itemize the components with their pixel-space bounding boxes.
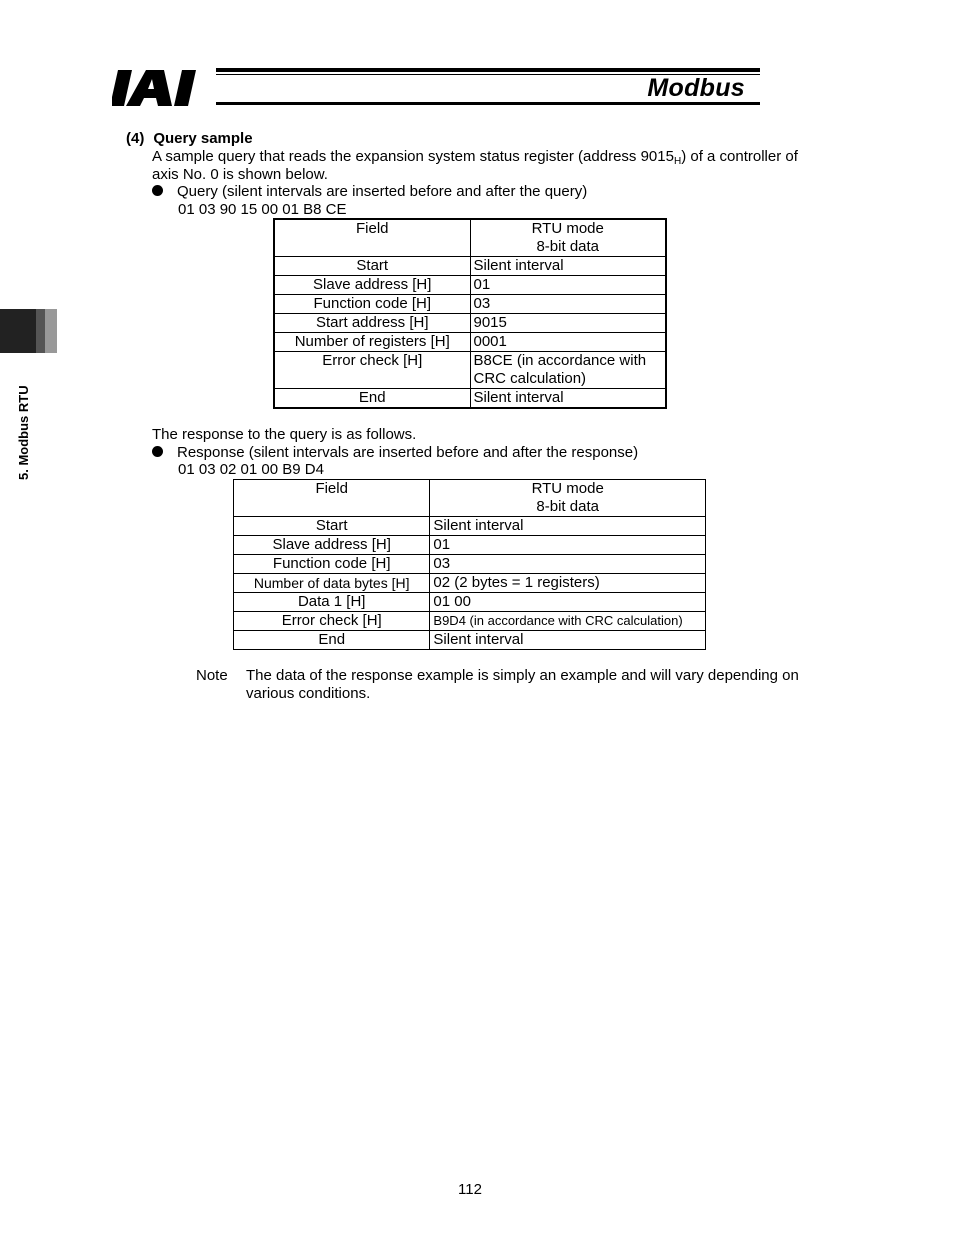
section-number: (4) [126, 130, 145, 147]
field-cell: Start [274, 257, 470, 276]
value-cell: 9015 [470, 314, 666, 333]
response-bullet-item [152, 444, 638, 462]
header-field: Field [274, 219, 470, 257]
query-bullet-text: Query (silent intervals are inserted before and after the query) [177, 183, 588, 200]
field-cell: End [234, 631, 430, 650]
section-heading [126, 130, 253, 147]
table-row [234, 593, 706, 612]
response-bytes: 01 03 02 01 00 B9 D4 [178, 461, 324, 478]
table-header-row [274, 219, 666, 257]
field-cell: Number of data bytes [H] [234, 574, 430, 593]
section-intro [152, 148, 832, 184]
bullet-icon [152, 446, 163, 457]
table-row [274, 333, 666, 352]
value-cell: 01 [430, 536, 706, 555]
field-cell: End [274, 389, 470, 409]
value-cell: Silent interval [430, 631, 706, 650]
page-number: 112 [458, 1181, 482, 1198]
value-cell: B8CE (in accordance with CRC calculation) [470, 352, 666, 389]
value-cell: Silent interval [430, 517, 706, 536]
field-cell: Error check [H] [234, 612, 430, 631]
table-row [234, 555, 706, 574]
value-cell: B9D4 (in accordance with CRC calculation) [430, 612, 706, 631]
chapter-side-label: 5. Modbus RTU [16, 385, 31, 480]
chapter-tab-dark [0, 309, 36, 353]
field-cell: Function code [H] [234, 555, 430, 574]
table-row [234, 517, 706, 536]
header-mode: RTU mode 8-bit data [430, 480, 706, 517]
intro-text-b: ) of a controller of [681, 148, 798, 165]
response-table [233, 479, 706, 650]
field-cell: Number of registers [H] [274, 333, 470, 352]
header-mode: RTU mode 8-bit data [470, 219, 666, 257]
field-cell: Start address [H] [274, 314, 470, 333]
query-bullet-item [152, 183, 587, 201]
value-cell: 03 [470, 295, 666, 314]
field-cell: Slave address [H] [234, 536, 430, 555]
table-row [274, 314, 666, 333]
chapter-tab-mid [36, 309, 45, 353]
value-cell: 01 00 [430, 593, 706, 612]
header-rule-top [216, 68, 760, 72]
field-cell: Slave address [H] [274, 276, 470, 295]
response-lead: The response to the query is as follows. [152, 426, 417, 443]
field-cell: Data 1 [H] [234, 593, 430, 612]
intro-text-a: A sample query that reads the expansion system status register (address 9015 [152, 148, 674, 165]
bullet-icon [152, 185, 163, 196]
header-field: Field [234, 480, 430, 517]
field-cell: Function code [H] [274, 295, 470, 314]
field-cell: Start [234, 517, 430, 536]
value-cell: Silent interval [470, 257, 666, 276]
header-title: Modbus [647, 74, 745, 102]
value-cell: 02 (2 bytes = 1 registers) [430, 574, 706, 593]
chapter-tab-light [45, 309, 57, 353]
table-row [234, 536, 706, 555]
table-row [234, 631, 706, 650]
table-row [274, 257, 666, 276]
intro-text-c: axis No. 0 is shown below. [152, 166, 328, 183]
intro-subscript: H [673, 156, 682, 167]
iai-logo [112, 68, 212, 108]
table-row [234, 612, 706, 631]
value-cell: Silent interval [470, 389, 666, 409]
note-text: The data of the response example is simply an example and will vary depending on various conditions. [246, 667, 799, 702]
table-row [274, 352, 666, 389]
table-header-row [234, 480, 706, 517]
field-cell: Error check [H] [274, 352, 470, 389]
query-bytes: 01 03 90 15 00 01 B8 CE [178, 201, 347, 218]
table-row [274, 389, 666, 409]
table-row [274, 276, 666, 295]
table-row [234, 574, 706, 593]
table-row [274, 295, 666, 314]
value-cell: 0001 [470, 333, 666, 352]
note-label: Note [196, 667, 228, 684]
value-cell: 03 [430, 555, 706, 574]
value-cell: 01 [470, 276, 666, 295]
query-table [273, 218, 667, 409]
response-bullet-text: Response (silent intervals are inserted before and after the response) [177, 444, 639, 461]
section-title: Query sample [153, 130, 253, 147]
